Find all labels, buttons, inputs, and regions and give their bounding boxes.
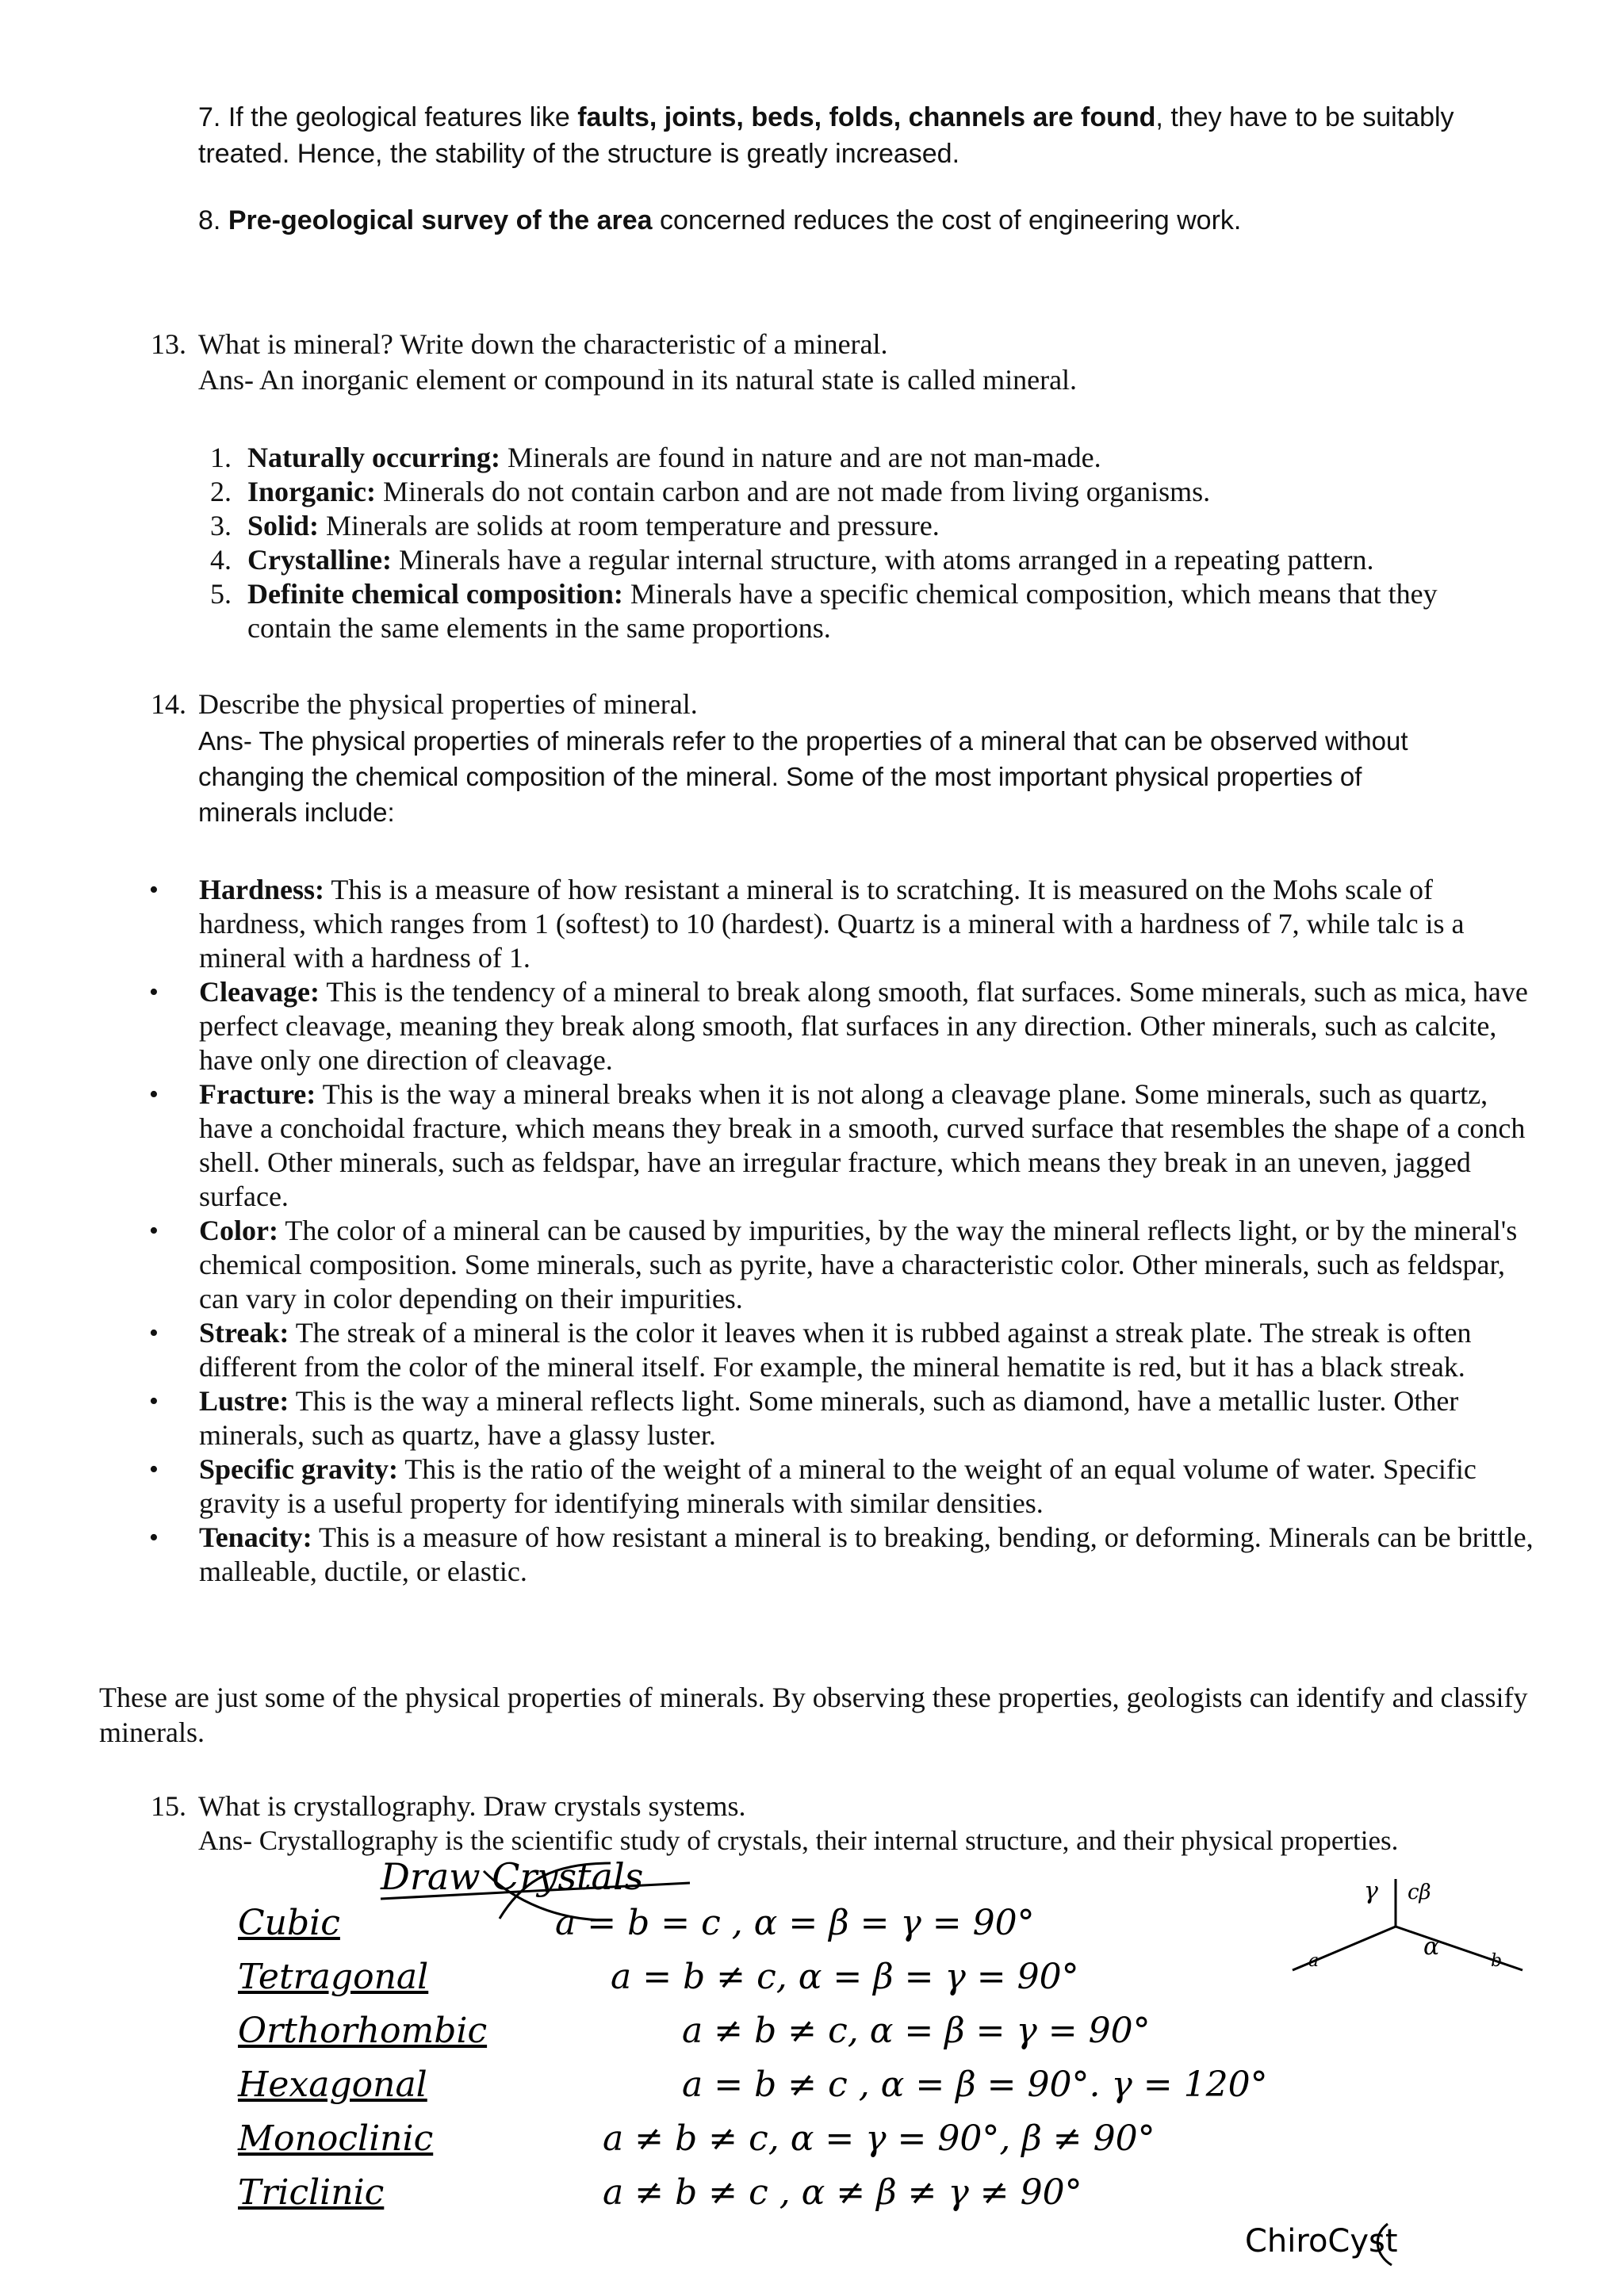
item-7-line-1 bbox=[198, 99, 1499, 136]
bullet-icon: • bbox=[149, 1080, 159, 1109]
crystal-relation: a ≠ b ≠ c, α = β = γ = 90° bbox=[682, 2011, 1151, 2051]
q13-question-line bbox=[151, 327, 1499, 362]
bullet-icon: • bbox=[149, 1216, 159, 1246]
q15-question-line bbox=[151, 1789, 1499, 1823]
svg-text:α: α bbox=[1423, 1933, 1440, 1961]
q14-answer-line-1: Ans- The physical properties of minerals refer to the properties of a mineral that can be observed without bbox=[198, 726, 1408, 756]
svg-text:cβ: cβ bbox=[1408, 1881, 1431, 1904]
crystal-name: Monoclinic bbox=[238, 2118, 434, 2159]
crystal-row bbox=[214, 2172, 1515, 2213]
list-item: • Streak: The streak of a mineral is the color it leaves when it is rubbed against a streak plate. The streak is often different from the color of the mineral itself. For example, the mineral hematite is red, but it has a black streak. bbox=[149, 1317, 1472, 1383]
item-7-number: 7. bbox=[198, 102, 221, 132]
crystal-name: Tetragonal bbox=[238, 1957, 429, 1997]
q14-properties-list bbox=[149, 873, 1541, 1589]
list-item: 3. Solid: Minerals are solids at room temperature and pressure. bbox=[210, 510, 940, 541]
crystal-relation: a ≠ b ≠ c, α = γ = 90°, β ≠ 90° bbox=[603, 2118, 1155, 2159]
item-7-bold: faults, joints, beds, folds, channels are found bbox=[577, 102, 1156, 132]
svg-text:a: a bbox=[1308, 1951, 1320, 1971]
crystal-row bbox=[214, 1957, 1324, 1997]
q14-answer-line-3: minerals include: bbox=[198, 798, 395, 827]
q14-summary: These are just some of the physical properties of minerals. By observing these properties, geologists can identify and classify minerals. bbox=[99, 1682, 1528, 1748]
crystal-row bbox=[214, 1903, 1308, 1943]
bullet-icon: • bbox=[149, 1318, 159, 1348]
list-item: 5. Definite chemical composition: Minerals have a specific chemical composition, which means that they contain the same elements in the same proportions. bbox=[210, 578, 1438, 644]
list-item: • Color: The color of a mineral can be caused by impurities, by the way the mineral reflects light, or by the mineral's chemical composition. Some minerals, such as pyrite, have a characteristic color. Other minerals, such as feldspar, can vary in color depending on their impurities. bbox=[149, 1215, 1518, 1314]
q14-number: 14. bbox=[151, 688, 186, 720]
bullet-icon: • bbox=[149, 1523, 159, 1552]
bullet-icon: • bbox=[149, 1455, 159, 1484]
bullet-icon: • bbox=[149, 978, 159, 1007]
crystal-relation: a = b ≠ c , α = β = 90°. γ = 120° bbox=[682, 2064, 1268, 2105]
list-item: • Specific gravity: This is the ratio of the weight of a mineral to the weight of an equal volume of water. Specific gravity is a useful property for identifying minerals with similar densities. bbox=[149, 1453, 1477, 1519]
list-item: 2. Inorganic: Minerals do not contain carbon and are not made from living organisms. bbox=[210, 476, 1211, 507]
item-8-post: concerned reduces the cost of engineering work. bbox=[660, 205, 1242, 235]
list-item: 4. Crystalline: Minerals have a regular internal structure, with atoms arranged in a repeating pattern. bbox=[210, 544, 1374, 576]
crystal-name: Cubic bbox=[238, 1903, 340, 1943]
q14-question-line bbox=[151, 687, 1499, 721]
item-7-line-2: treated. Hence, the stability of the structure is greatly increased. bbox=[198, 139, 960, 169]
chirocyst-watermark-logo bbox=[1237, 2216, 1522, 2271]
svg-text:ChiroCyst: ChiroCyst bbox=[1245, 2223, 1398, 2260]
q13-number: 13. bbox=[151, 328, 186, 360]
crystal-relation: a = b ≠ c, α = β = γ = 90° bbox=[611, 1957, 1079, 1997]
item-7-pre: If the geological features like bbox=[228, 102, 570, 132]
q13-characteristics-list bbox=[200, 441, 1516, 645]
crystal-row bbox=[214, 2011, 1404, 2051]
list-item: • Hardness: This is a measure of how resistant a mineral is to scratching. It is measured on the Mohs scale of hardness, which ranges from 1 (softest) to 10 (hardest). Quartz is a mineral with a hardness of 7, while talc is a mineral with a hardness of 1. bbox=[149, 874, 1465, 974]
crystal-relation: a ≠ b ≠ c , α ≠ β ≠ γ ≠ 90° bbox=[603, 2172, 1082, 2213]
list-item: • Fracture: This is the way a mineral breaks when it is not along a cleavage plane. Some minerals, such as quartz, have a conchoidal fracture, which means they break in a smooth, curved surface that resembles the shape of a conch shell. Other minerals, such as feldspar, have an irregular fracture, which means they break in an uneven, jagged surface. bbox=[149, 1078, 1526, 1212]
item-7-post: , they have to be suitably bbox=[1155, 102, 1454, 132]
item-8-bold: Pre-geological survey of the area bbox=[228, 205, 653, 235]
crystal-name: Orthorhombic bbox=[238, 2011, 488, 2051]
q15-number: 15. bbox=[151, 1790, 186, 1822]
q13-question: What is mineral? Write down the characteristic of a mineral. bbox=[198, 328, 888, 360]
svg-text:b: b bbox=[1491, 1951, 1503, 1971]
crystal-row bbox=[214, 2064, 1515, 2105]
q14-answer-line-2: changing the chemical composition of the mineral. Some of the most important physical properties of bbox=[198, 762, 1362, 791]
bullet-icon: • bbox=[149, 875, 159, 905]
list-item: • Cleavage: This is the tendency of a mineral to break along smooth, flat surfaces. Some minerals, such as mica, have perfect cleavage, meaning they break along smooth, flat surfaces in any direction. Other minerals, such as calcite, have only one direction of cleavage. bbox=[149, 976, 1528, 1076]
item-8-number: 8. bbox=[198, 205, 221, 235]
item-8 bbox=[198, 202, 1499, 239]
handwritten-crystal-systems bbox=[198, 1855, 1546, 2283]
q15-question: What is crystallography. Draw crystals systems. bbox=[198, 1790, 746, 1822]
svg-text:γ: γ bbox=[1364, 1877, 1378, 1905]
q14-answer bbox=[198, 723, 1530, 830]
item-7 bbox=[198, 99, 1499, 172]
q14-question: Describe the physical properties of mineral. bbox=[198, 688, 698, 720]
list-item: • Lustre: This is the way a mineral reflects light. Some minerals, such as diamond, have a metallic luster. Other minerals, such as quartz, have a glassy luster. bbox=[149, 1385, 1459, 1451]
crystal-name: Triclinic bbox=[238, 2172, 385, 2213]
list-item: • Tenacity: This is a measure of how resistant a mineral is to breaking, bending, or deforming. Minerals can be brittle, malleable, ductile, or elastic. bbox=[149, 1521, 1534, 1587]
crystal-name: Hexagonal bbox=[238, 2064, 427, 2105]
crystal-row bbox=[214, 2118, 1515, 2159]
q15-answer: Ans- Crystallography is the scientific study of crystals, their internal structure, and their physical properties. bbox=[198, 1825, 1399, 1856]
q13-answer: Ans- An inorganic element or compound in its natural state is called mineral. bbox=[198, 364, 1078, 396]
list-item: 1. Naturally occurring: Minerals are found in nature and are not man-made. bbox=[210, 442, 1101, 473]
bullet-icon: • bbox=[149, 1387, 159, 1416]
crystal-relation: a = b = c , α = β = γ = 90° bbox=[555, 1903, 1035, 1943]
handwritten-heading: Draw Crystals bbox=[381, 1855, 644, 1898]
